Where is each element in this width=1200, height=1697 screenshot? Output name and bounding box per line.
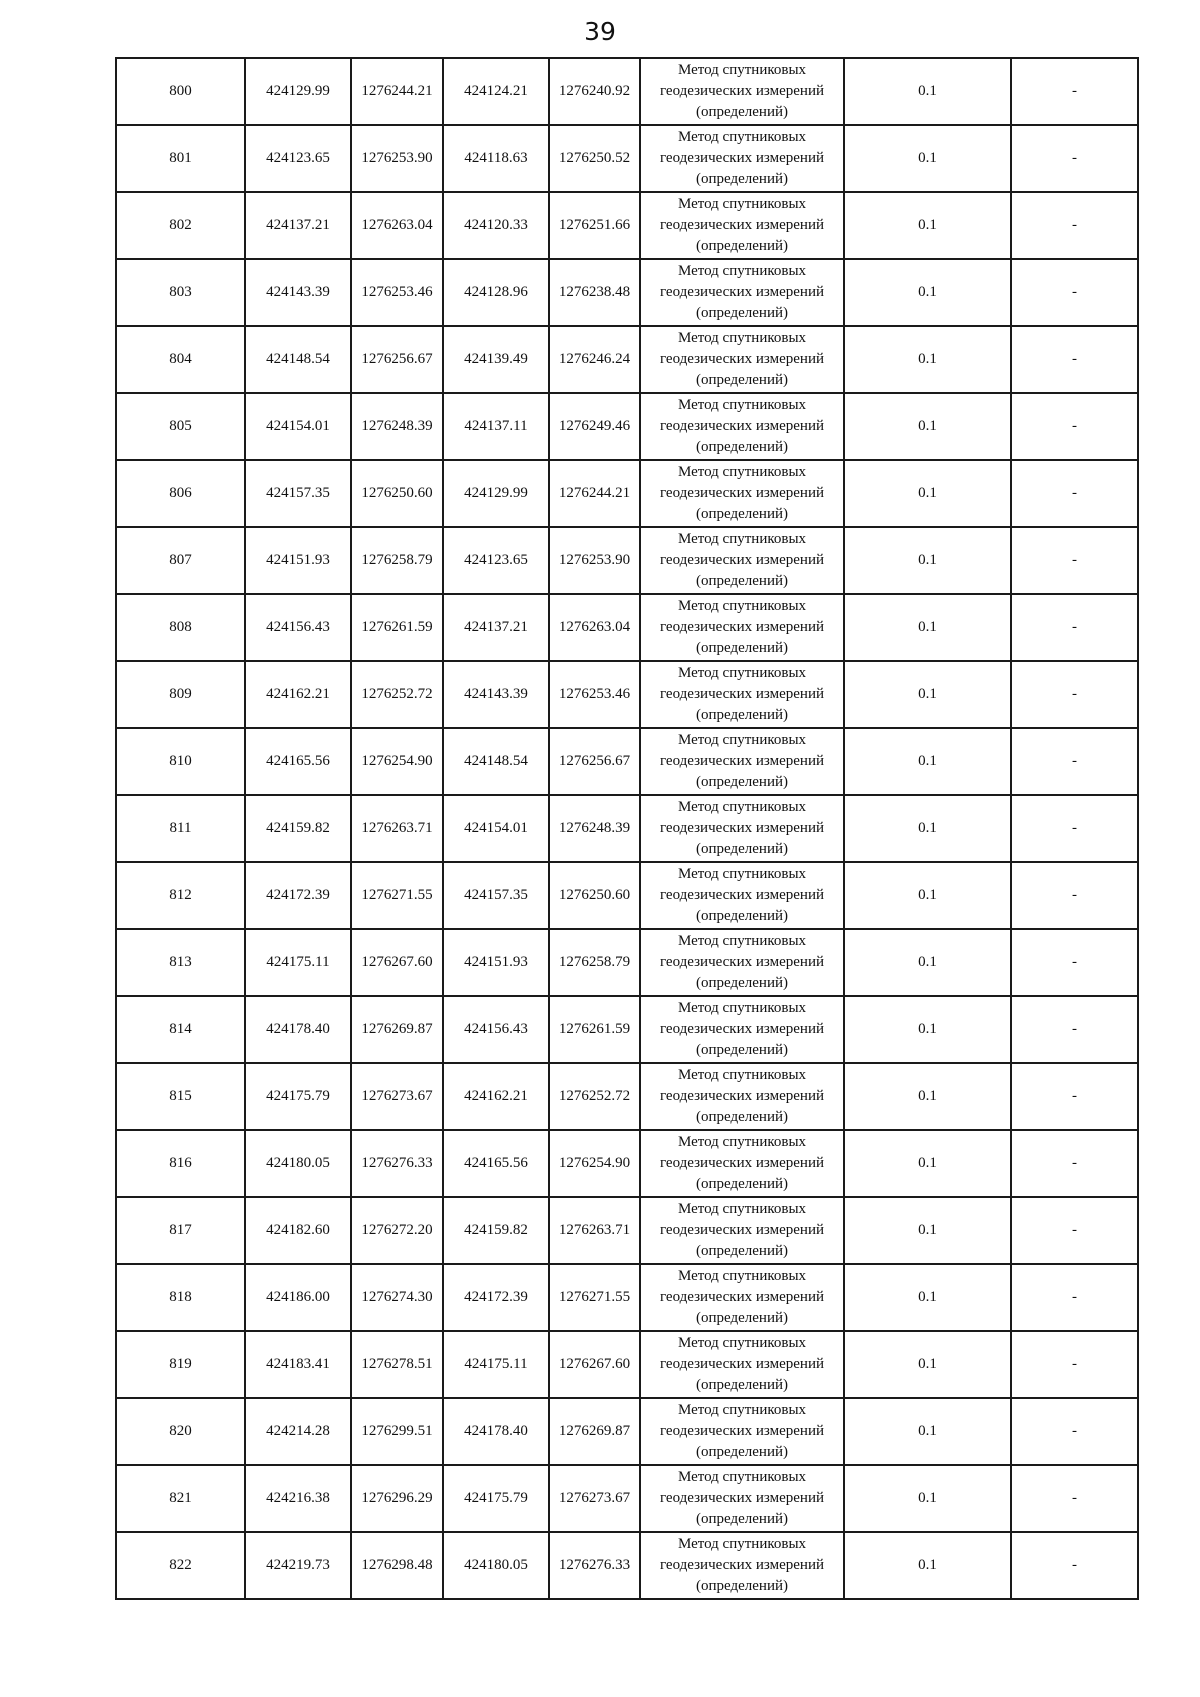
method-text-line: Метод спутниковых xyxy=(677,464,807,480)
point-number-cell: 822 xyxy=(116,1532,245,1599)
method-text-line: Метод спутниковых xyxy=(677,1067,807,1083)
x-previous-coordinate-cell: 424178.40 xyxy=(443,1398,549,1465)
method-cell xyxy=(640,929,844,996)
accuracy-cell: 0.1 xyxy=(844,1063,1011,1130)
y-coordinate-cell: 1276276.33 xyxy=(351,1130,443,1197)
y-coordinate-cell: 1276271.55 xyxy=(351,862,443,929)
method-cell xyxy=(640,795,844,862)
point-number-cell: 811 xyxy=(116,795,245,862)
x-previous-coordinate-cell: 424157.35 xyxy=(443,862,549,929)
y-previous-coordinate-cell: 1276253.46 xyxy=(549,661,640,728)
method-text-line: геодезических измерений xyxy=(659,753,825,769)
accuracy-cell: 0.1 xyxy=(844,125,1011,192)
method-cell xyxy=(640,58,844,125)
method-text-line: (определений) xyxy=(696,305,788,321)
point-number-cell: 820 xyxy=(116,1398,245,1465)
method-text-line: Метод спутниковых xyxy=(677,263,807,279)
method-text-line: Метод спутниковых xyxy=(677,1402,807,1418)
method-text-line: (определений) xyxy=(696,707,788,723)
method-text-line: Метод спутниковых xyxy=(677,330,807,346)
note-cell: - xyxy=(1011,1532,1138,1599)
accuracy-cell: 0.1 xyxy=(844,594,1011,661)
method-text-line: геодезических измерений xyxy=(659,1155,825,1171)
method-text-line: Метод спутниковых xyxy=(677,866,807,882)
x-previous-coordinate-cell: 424137.21 xyxy=(443,594,549,661)
x-previous-coordinate-cell: 424124.21 xyxy=(443,58,549,125)
method-text-line: (определений) xyxy=(696,506,788,522)
x-coordinate-cell: 424123.65 xyxy=(245,125,351,192)
y-previous-coordinate-cell: 1276253.90 xyxy=(549,527,640,594)
x-previous-coordinate-cell: 424139.49 xyxy=(443,326,549,393)
point-number-cell: 800 xyxy=(116,58,245,125)
method-text-line: Метод спутниковых xyxy=(677,1536,807,1552)
method-text-line: геодезических измерений xyxy=(659,954,825,970)
method-text-line: геодезических измерений xyxy=(659,418,825,434)
y-coordinate-cell: 1276267.60 xyxy=(351,929,443,996)
y-coordinate-cell: 1276273.67 xyxy=(351,1063,443,1130)
point-number-cell: 818 xyxy=(116,1264,245,1331)
method-text-line: (определений) xyxy=(696,640,788,656)
method-text-line: Метод спутниковых xyxy=(677,397,807,413)
accuracy-cell: 0.1 xyxy=(844,1264,1011,1331)
x-coordinate-cell: 424180.05 xyxy=(245,1130,351,1197)
method-text-line: геодезических измерений xyxy=(659,217,825,233)
method-text-line: геодезических измерений xyxy=(659,1289,825,1305)
table-row xyxy=(116,661,1138,728)
method-text-line: геодезических измерений xyxy=(659,1557,825,1573)
coordinates-table xyxy=(115,57,1139,1600)
point-number-cell: 817 xyxy=(116,1197,245,1264)
y-previous-coordinate-cell: 1276267.60 xyxy=(549,1331,640,1398)
y-previous-coordinate-cell: 1276263.04 xyxy=(549,594,640,661)
method-text-line: геодезических измерений xyxy=(659,351,825,367)
method-text-line: (определений) xyxy=(696,1310,788,1326)
method-text-line: геодезических измерений xyxy=(659,83,825,99)
method-text-line: Метод спутниковых xyxy=(677,1201,807,1217)
accuracy-cell: 0.1 xyxy=(844,1197,1011,1264)
method-cell xyxy=(640,1197,844,1264)
y-previous-coordinate-cell: 1276249.46 xyxy=(549,393,640,460)
method-cell xyxy=(640,1532,844,1599)
x-previous-coordinate-cell: 424123.65 xyxy=(443,527,549,594)
x-coordinate-cell: 424165.56 xyxy=(245,728,351,795)
x-coordinate-cell: 424159.82 xyxy=(245,795,351,862)
y-previous-coordinate-cell: 1276263.71 xyxy=(549,1197,640,1264)
y-previous-coordinate-cell: 1276269.87 xyxy=(549,1398,640,1465)
note-cell: - xyxy=(1011,1197,1138,1264)
x-coordinate-cell: 424172.39 xyxy=(245,862,351,929)
x-previous-coordinate-cell: 424143.39 xyxy=(443,661,549,728)
y-previous-coordinate-cell: 1276238.48 xyxy=(549,259,640,326)
accuracy-cell: 0.1 xyxy=(844,728,1011,795)
x-previous-coordinate-cell: 424175.79 xyxy=(443,1465,549,1532)
method-text-line: Метод спутниковых xyxy=(677,129,807,145)
y-previous-coordinate-cell: 1276250.60 xyxy=(549,862,640,929)
table-row xyxy=(116,527,1138,594)
method-text-line: (определений) xyxy=(696,1578,788,1594)
x-coordinate-cell: 424178.40 xyxy=(245,996,351,1063)
y-coordinate-cell: 1276253.46 xyxy=(351,259,443,326)
note-cell: - xyxy=(1011,795,1138,862)
method-text-line: (определений) xyxy=(696,1377,788,1393)
method-text-line: (определений) xyxy=(696,104,788,120)
note-cell: - xyxy=(1011,594,1138,661)
x-coordinate-cell: 424148.54 xyxy=(245,326,351,393)
y-previous-coordinate-cell: 1276256.67 xyxy=(549,728,640,795)
point-number-cell: 816 xyxy=(116,1130,245,1197)
x-previous-coordinate-cell: 424175.11 xyxy=(443,1331,549,1398)
note-cell: - xyxy=(1011,1063,1138,1130)
method-cell xyxy=(640,1331,844,1398)
accuracy-cell: 0.1 xyxy=(844,1465,1011,1532)
method-text-line: (определений) xyxy=(696,841,788,857)
x-previous-coordinate-cell: 424159.82 xyxy=(443,1197,549,1264)
point-number-cell: 815 xyxy=(116,1063,245,1130)
y-previous-coordinate-cell: 1276248.39 xyxy=(549,795,640,862)
note-cell: - xyxy=(1011,125,1138,192)
table-row xyxy=(116,795,1138,862)
method-text-line: (определений) xyxy=(696,1109,788,1125)
method-cell xyxy=(640,460,844,527)
table-row xyxy=(116,1398,1138,1465)
method-cell xyxy=(640,259,844,326)
y-coordinate-cell: 1276261.59 xyxy=(351,594,443,661)
point-number-cell: 821 xyxy=(116,1465,245,1532)
method-text-line: (определений) xyxy=(696,908,788,924)
method-text-line: (определений) xyxy=(696,1444,788,1460)
point-number-cell: 803 xyxy=(116,259,245,326)
x-coordinate-cell: 424182.60 xyxy=(245,1197,351,1264)
method-cell xyxy=(640,125,844,192)
y-previous-coordinate-cell: 1276252.72 xyxy=(549,1063,640,1130)
note-cell: - xyxy=(1011,929,1138,996)
x-previous-coordinate-cell: 424129.99 xyxy=(443,460,549,527)
note-cell: - xyxy=(1011,862,1138,929)
table-row xyxy=(116,1465,1138,1532)
method-text-line: геодезических измерений xyxy=(659,1088,825,1104)
accuracy-cell: 0.1 xyxy=(844,795,1011,862)
x-previous-coordinate-cell: 424118.63 xyxy=(443,125,549,192)
note-cell: - xyxy=(1011,192,1138,259)
y-previous-coordinate-cell: 1276246.24 xyxy=(549,326,640,393)
method-text-line: геодезических измерений xyxy=(659,1490,825,1506)
point-number-cell: 801 xyxy=(116,125,245,192)
x-previous-coordinate-cell: 424137.11 xyxy=(443,393,549,460)
table-row xyxy=(116,728,1138,795)
x-coordinate-cell: 424183.41 xyxy=(245,1331,351,1398)
method-text-line: (определений) xyxy=(696,1511,788,1527)
x-coordinate-cell: 424154.01 xyxy=(245,393,351,460)
x-previous-coordinate-cell: 424180.05 xyxy=(443,1532,549,1599)
x-previous-coordinate-cell: 424128.96 xyxy=(443,259,549,326)
y-previous-coordinate-cell: 1276250.52 xyxy=(549,125,640,192)
method-text-line: (определений) xyxy=(696,573,788,589)
note-cell: - xyxy=(1011,393,1138,460)
accuracy-cell: 0.1 xyxy=(844,1130,1011,1197)
method-text-line: (определений) xyxy=(696,439,788,455)
method-text-line: Метод спутниковых xyxy=(677,1000,807,1016)
table-row xyxy=(116,1264,1138,1331)
point-number-cell: 814 xyxy=(116,996,245,1063)
method-text-line: Метод спутниковых xyxy=(677,531,807,547)
method-cell xyxy=(640,192,844,259)
x-previous-coordinate-cell: 424165.56 xyxy=(443,1130,549,1197)
table-row xyxy=(116,996,1138,1063)
y-previous-coordinate-cell: 1276251.66 xyxy=(549,192,640,259)
accuracy-cell: 0.1 xyxy=(844,326,1011,393)
point-number-cell: 805 xyxy=(116,393,245,460)
x-previous-coordinate-cell: 424151.93 xyxy=(443,929,549,996)
method-cell xyxy=(640,1465,844,1532)
method-text-line: (определений) xyxy=(696,171,788,187)
method-text-line: Метод спутниковых xyxy=(677,799,807,815)
method-text-line: геодезических измерений xyxy=(659,820,825,836)
table-row xyxy=(116,192,1138,259)
point-number-cell: 819 xyxy=(116,1331,245,1398)
accuracy-cell: 0.1 xyxy=(844,1398,1011,1465)
y-coordinate-cell: 1276250.60 xyxy=(351,460,443,527)
x-coordinate-cell: 424157.35 xyxy=(245,460,351,527)
point-number-cell: 806 xyxy=(116,460,245,527)
method-text-line: Метод спутниковых xyxy=(677,1335,807,1351)
method-text-line: геодезических измерений xyxy=(659,1423,825,1439)
method-text-line: геодезических измерений xyxy=(659,1021,825,1037)
x-previous-coordinate-cell: 424172.39 xyxy=(443,1264,549,1331)
y-coordinate-cell: 1276256.67 xyxy=(351,326,443,393)
method-cell xyxy=(640,1130,844,1197)
point-number-cell: 804 xyxy=(116,326,245,393)
coordinates-table-body xyxy=(116,58,1138,1599)
table-row xyxy=(116,1130,1138,1197)
method-text-line: Метод спутниковых xyxy=(677,665,807,681)
y-previous-coordinate-cell: 1276258.79 xyxy=(549,929,640,996)
method-cell xyxy=(640,862,844,929)
table-row xyxy=(116,1197,1138,1264)
x-coordinate-cell: 424175.79 xyxy=(245,1063,351,1130)
method-cell xyxy=(640,393,844,460)
method-text-line: геодезических измерений xyxy=(659,686,825,702)
accuracy-cell: 0.1 xyxy=(844,192,1011,259)
method-text-line: геодезических измерений xyxy=(659,1356,825,1372)
x-coordinate-cell: 424151.93 xyxy=(245,527,351,594)
note-cell: - xyxy=(1011,259,1138,326)
table-row xyxy=(116,1331,1138,1398)
x-previous-coordinate-cell: 424156.43 xyxy=(443,996,549,1063)
method-text-line: Метод спутниковых xyxy=(677,933,807,949)
method-text-line: геодезических измерений xyxy=(659,150,825,166)
y-previous-coordinate-cell: 1276240.92 xyxy=(549,58,640,125)
x-coordinate-cell: 424219.73 xyxy=(245,1532,351,1599)
point-number-cell: 809 xyxy=(116,661,245,728)
x-coordinate-cell: 424143.39 xyxy=(245,259,351,326)
table-row xyxy=(116,326,1138,393)
method-text-line: (определений) xyxy=(696,1042,788,1058)
y-coordinate-cell: 1276299.51 xyxy=(351,1398,443,1465)
accuracy-cell: 0.1 xyxy=(844,996,1011,1063)
y-previous-coordinate-cell: 1276254.90 xyxy=(549,1130,640,1197)
method-cell xyxy=(640,1264,844,1331)
y-coordinate-cell: 1276263.04 xyxy=(351,192,443,259)
point-number-cell: 808 xyxy=(116,594,245,661)
method-text-line: (определений) xyxy=(696,975,788,991)
table-row xyxy=(116,460,1138,527)
method-text-line: Метод спутниковых xyxy=(677,732,807,748)
method-cell xyxy=(640,527,844,594)
y-coordinate-cell: 1276244.21 xyxy=(351,58,443,125)
method-cell xyxy=(640,1398,844,1465)
point-number-cell: 813 xyxy=(116,929,245,996)
method-text-line: Метод спутниковых xyxy=(677,1469,807,1485)
accuracy-cell: 0.1 xyxy=(844,259,1011,326)
accuracy-cell: 0.1 xyxy=(844,460,1011,527)
method-text-line: Метод спутниковых xyxy=(677,1268,807,1284)
accuracy-cell: 0.1 xyxy=(844,527,1011,594)
note-cell: - xyxy=(1011,460,1138,527)
accuracy-cell: 0.1 xyxy=(844,393,1011,460)
table-row xyxy=(116,594,1138,661)
x-previous-coordinate-cell: 424148.54 xyxy=(443,728,549,795)
point-number-cell: 810 xyxy=(116,728,245,795)
method-cell xyxy=(640,326,844,393)
method-cell xyxy=(640,661,844,728)
method-text-line: (определений) xyxy=(696,774,788,790)
table-row xyxy=(116,1532,1138,1599)
y-previous-coordinate-cell: 1276261.59 xyxy=(549,996,640,1063)
note-cell: - xyxy=(1011,1331,1138,1398)
table-row xyxy=(116,862,1138,929)
y-coordinate-cell: 1276258.79 xyxy=(351,527,443,594)
note-cell: - xyxy=(1011,1264,1138,1331)
y-previous-coordinate-cell: 1276273.67 xyxy=(549,1465,640,1532)
note-cell: - xyxy=(1011,1130,1138,1197)
note-cell: - xyxy=(1011,1398,1138,1465)
method-text-line: геодезических измерений xyxy=(659,284,825,300)
point-number-cell: 812 xyxy=(116,862,245,929)
point-number-cell: 802 xyxy=(116,192,245,259)
x-previous-coordinate-cell: 424162.21 xyxy=(443,1063,549,1130)
table-row xyxy=(116,1063,1138,1130)
note-cell: - xyxy=(1011,728,1138,795)
note-cell: - xyxy=(1011,527,1138,594)
x-coordinate-cell: 424175.11 xyxy=(245,929,351,996)
method-text-line: Метод спутниковых xyxy=(677,62,807,78)
method-text-line: геодезических измерений xyxy=(659,485,825,501)
method-text-line: геодезических измерений xyxy=(659,887,825,903)
method-text-line: (определений) xyxy=(696,372,788,388)
method-cell xyxy=(640,1063,844,1130)
y-coordinate-cell: 1276298.48 xyxy=(351,1532,443,1599)
note-cell: - xyxy=(1011,58,1138,125)
method-text-line: Метод спутниковых xyxy=(677,1134,807,1150)
y-coordinate-cell: 1276254.90 xyxy=(351,728,443,795)
table-row xyxy=(116,259,1138,326)
x-previous-coordinate-cell: 424120.33 xyxy=(443,192,549,259)
method-text-line: (определений) xyxy=(696,1243,788,1259)
y-coordinate-cell: 1276272.20 xyxy=(351,1197,443,1264)
accuracy-cell: 0.1 xyxy=(844,1532,1011,1599)
accuracy-cell: 0.1 xyxy=(844,58,1011,125)
method-cell xyxy=(640,728,844,795)
point-number-cell: 807 xyxy=(116,527,245,594)
method-text-line: (определений) xyxy=(696,238,788,254)
x-coordinate-cell: 424186.00 xyxy=(245,1264,351,1331)
x-coordinate-cell: 424156.43 xyxy=(245,594,351,661)
x-previous-coordinate-cell: 424154.01 xyxy=(443,795,549,862)
accuracy-cell: 0.1 xyxy=(844,862,1011,929)
method-text-line: геодезических измерений xyxy=(659,619,825,635)
x-coordinate-cell: 424214.28 xyxy=(245,1398,351,1465)
y-previous-coordinate-cell: 1276276.33 xyxy=(549,1532,640,1599)
y-coordinate-cell: 1276296.29 xyxy=(351,1465,443,1532)
table-row xyxy=(116,929,1138,996)
accuracy-cell: 0.1 xyxy=(844,1331,1011,1398)
page-number: 39 xyxy=(584,17,616,46)
y-coordinate-cell: 1276274.30 xyxy=(351,1264,443,1331)
method-cell xyxy=(640,594,844,661)
method-text-line: Метод спутниковых xyxy=(677,598,807,614)
y-coordinate-cell: 1276252.72 xyxy=(351,661,443,728)
table-row xyxy=(116,393,1138,460)
y-coordinate-cell: 1276263.71 xyxy=(351,795,443,862)
method-cell xyxy=(640,996,844,1063)
method-text-line: (определений) xyxy=(696,1176,788,1192)
table-row xyxy=(116,58,1138,125)
method-text-line: геодезических измерений xyxy=(659,552,825,568)
table-row xyxy=(116,125,1138,192)
note-cell: - xyxy=(1011,1465,1138,1532)
x-coordinate-cell: 424162.21 xyxy=(245,661,351,728)
y-coordinate-cell: 1276248.39 xyxy=(351,393,443,460)
y-previous-coordinate-cell: 1276244.21 xyxy=(549,460,640,527)
y-previous-coordinate-cell: 1276271.55 xyxy=(549,1264,640,1331)
x-coordinate-cell: 424216.38 xyxy=(245,1465,351,1532)
y-coordinate-cell: 1276278.51 xyxy=(351,1331,443,1398)
method-text-line: геодезических измерений xyxy=(659,1222,825,1238)
note-cell: - xyxy=(1011,326,1138,393)
x-coordinate-cell: 424129.99 xyxy=(245,58,351,125)
accuracy-cell: 0.1 xyxy=(844,661,1011,728)
accuracy-cell: 0.1 xyxy=(844,929,1011,996)
method-text-line: Метод спутниковых xyxy=(677,196,807,212)
x-coordinate-cell: 424137.21 xyxy=(245,192,351,259)
note-cell: - xyxy=(1011,661,1138,728)
note-cell: - xyxy=(1011,996,1138,1063)
y-coordinate-cell: 1276253.90 xyxy=(351,125,443,192)
y-coordinate-cell: 1276269.87 xyxy=(351,996,443,1063)
